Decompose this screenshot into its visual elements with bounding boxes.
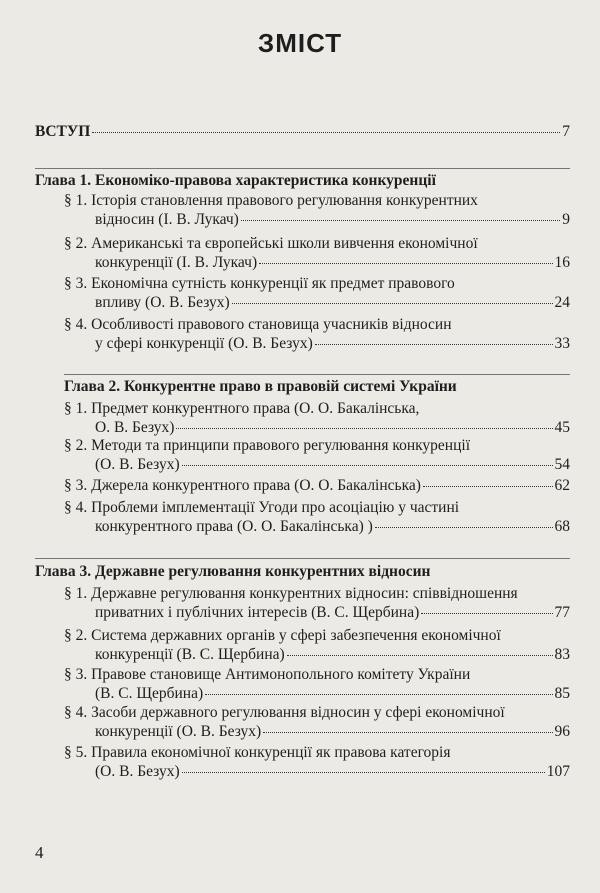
toc-section-end[interactable] [95, 334, 570, 354]
toc-section-page: 68 [554, 518, 570, 535]
chapter-1-heading: Глава 1. Економіко-правова характеристика конкуренції [35, 172, 436, 189]
toc-section-line[interactable]: § 3. Правове становище Антимонопольного комітету України [64, 666, 471, 683]
dot-leader [421, 613, 552, 614]
toc-section-end[interactable] [95, 253, 570, 273]
toc-section-line[interactable]: § 1. Державне регулювання конкурентних відносин: співвідношення [64, 585, 518, 602]
dot-leader [287, 655, 553, 656]
toc-section-page: 85 [554, 685, 570, 702]
page-number: 4 [35, 843, 44, 862]
toc-section-line[interactable]: § 2. Методи та принципи правового регулювання конкуренції [64, 437, 471, 454]
toc-section-text: (О. В. Безух) [95, 456, 180, 473]
toc-section-line[interactable]: § 4. Особливості правового становища учасників відносин [64, 316, 452, 333]
toc-section-end[interactable] [95, 210, 570, 230]
chapter-divider [35, 558, 570, 559]
page-title: ЗМІСТ [257, 28, 343, 58]
toc-section-end[interactable] [95, 517, 570, 537]
toc-section-end[interactable] [95, 645, 570, 665]
toc-section-end[interactable] [95, 684, 570, 704]
chapter-divider [64, 374, 570, 375]
toc-section-line[interactable]: § 2. Американські та європейські школи вивчення економічної [64, 235, 478, 252]
toc-section-page: 107 [546, 763, 570, 780]
toc-section-page: 9 [562, 211, 570, 228]
toc-section-line[interactable]: § 2. Система державних органів у сфері забезпечення економічної [64, 627, 501, 644]
toc-section-line[interactable]: § 1. Предмет конкурентного права (О. О. Бакалінська, [64, 400, 420, 417]
toc-entry-label: ВСТУП [35, 123, 91, 140]
toc-section-page: 54 [554, 456, 570, 473]
dot-leader [182, 465, 553, 466]
dot-leader [92, 132, 560, 133]
toc-section-text: (В. С. Щербина) [95, 685, 204, 702]
toc-entry-intro[interactable] [35, 122, 570, 142]
toc-section-text: § 3. Джерела конкурентного права (О. О. Бакалінська) [64, 477, 421, 494]
toc-section-text: конкуренції (І. В. Лукач) [95, 254, 258, 271]
toc-section-text: конкурентного права (О. О. Бакалінська) ) [95, 518, 373, 535]
toc-entry-page: 7 [562, 123, 570, 140]
toc-section-page: 77 [554, 604, 570, 621]
toc-section-line[interactable]: § 1. Історія становлення правового регулювання конкурентних [64, 192, 478, 209]
toc-section-page: 33 [554, 335, 570, 352]
toc-section-page: 96 [554, 723, 570, 740]
toc-section-end[interactable] [95, 762, 570, 782]
dot-leader [205, 694, 552, 695]
toc-section-text: у сфері конкуренції (О. В. Безух) [95, 335, 313, 352]
dot-leader [375, 527, 553, 528]
toc-section-text: відносин (І. В. Лукач) [95, 211, 239, 228]
toc-section-line[interactable]: § 5. Правила економічної конкуренції як правова категорія [64, 744, 451, 761]
toc-section-line[interactable]: § 3. Економічна сутність конкуренції як предмет правового [64, 275, 455, 292]
dot-leader [423, 486, 553, 487]
dot-leader [176, 428, 552, 429]
toc-section-end[interactable] [95, 603, 570, 623]
toc-section-text: конкуренції (О. В. Безух) [95, 723, 262, 740]
dot-leader [263, 732, 552, 733]
toc-section-page: 83 [554, 646, 570, 663]
chapter-2-heading: Глава 2. Конкурентне право в правовій системі України [64, 378, 457, 395]
toc-section-end[interactable] [95, 418, 570, 438]
chapter-3-heading: Глава 3. Державне регулювання конкурентних відносин [35, 563, 431, 580]
toc-section-page: 45 [554, 419, 570, 436]
toc-section-end[interactable] [64, 476, 570, 496]
toc-section-text: (О. В. Безух) [95, 763, 180, 780]
toc-section-line[interactable]: § 4. Проблеми імплементації Угоди про асоціацію у частині [64, 499, 460, 516]
toc-section-page: 24 [554, 294, 570, 311]
dot-leader [241, 220, 560, 221]
toc-section-line[interactable]: § 4. Засоби державного регулювання відносин у сфері економічної [64, 704, 505, 721]
toc-section-text: О. В. Безух) [95, 419, 175, 436]
toc-section-page: 62 [554, 477, 570, 494]
toc-section-page: 16 [554, 254, 570, 271]
toc-section-text: приватних і публічних інтересів (В. С. Щербина) [95, 604, 420, 621]
dot-leader [182, 772, 545, 773]
toc-section-end[interactable] [95, 293, 570, 313]
dot-leader [232, 303, 553, 304]
toc-section-end[interactable] [95, 455, 570, 475]
dot-leader [259, 263, 552, 264]
chapter-divider [35, 168, 570, 169]
toc-section-text: впливу (О. В. Безух) [95, 294, 230, 311]
dot-leader [315, 344, 553, 345]
toc-section-text: конкуренції (В. С. Щербина) [95, 646, 285, 663]
toc-section-end[interactable] [95, 722, 570, 742]
